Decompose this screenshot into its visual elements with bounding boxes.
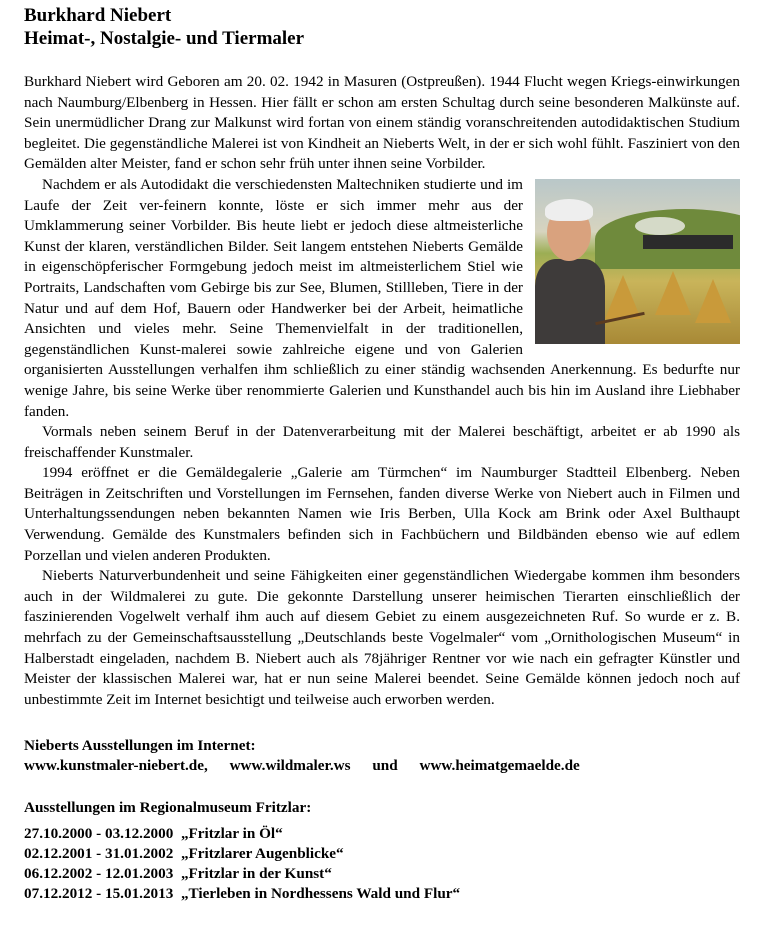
link-kunstmaler[interactable]: www.kunstmaler-niebert.de, xyxy=(24,757,208,775)
paragraph-2 xyxy=(24,175,740,422)
paragraph-2-text: Nachdem er als Autodidakt die verschiedensten Maltechniken studierte und im Laufe der Zeit ver-feinern konnte, löste er sich immer mehr aus der Umklammerung seiner Vorbilder. Bis heute liebt er jedoch diese altmeisterliche Kunst der klaren, verständlichen Bilder. Seit langem entstehen Nieberts Gemälde in eigenschöpferischer Formgebung jedoch meist im altmeisterlichem Stiel wie Portraits, Landschaften vom Gebirge bis zur See, Blumen, Stillleben, Tiere in der Natur und auf dem Hof, Bauern oder Handwerker bei der Arbeit, heimatliche Ansichten und vieles mehr. Seine Themenvielfalt in der traditionellen, gegenständlichen Kunst-malerei sowie zahlreiche eigene und von Galerien organisierten Ausstellungen verhalfen ihm schließlich zu einer ständig wachsenden Anerkennung. Es bedurfte nur wenige Jahre, bis seine Werke über renommierte Galerien und Kunsthandel auch bis hin im Ausland ihre Liebhaber fanden. xyxy=(24,175,740,420)
document-page xyxy=(24,0,740,904)
biography-text xyxy=(24,72,740,710)
exhibition-row xyxy=(24,864,740,884)
links-and: und xyxy=(372,757,398,775)
exhibition-title: „Fritzlarer Augenblicke“ xyxy=(180,845,344,863)
exhibition-title: „Fritzlar in der Kunst“ xyxy=(180,865,332,883)
artist-subtitle: Heimat-, Nostalgie- und Tiermaler xyxy=(24,28,305,49)
exhibition-dates: 27.10.2000 - 03.12.2000 xyxy=(24,825,174,843)
exhibition-dates: 02.12.2001 - 31.01.2002 xyxy=(24,845,174,863)
exhibition-list xyxy=(24,824,740,904)
museum-heading: Ausstellungen im Regionalmuseum Fritzlar: xyxy=(24,799,312,817)
exhibition-row xyxy=(24,844,740,864)
artist-photo xyxy=(535,179,740,344)
internet-links xyxy=(24,756,740,776)
paragraph-4: 1994 eröffnet er die Gemäldegalerie „Galerie am Türmchen“ im Naumburger Stadtteil Elbenberg. Neben Beiträgen in Zeitschriften und Vorstellungen im Fernsehen, fanden diverse Werke von Niebert auch in Filmen und Unterhaltungssendungen neben bekannten Namen wie Iris Berben, Ulla Kock am Brink oder Axel Bulthaupt Verwendung. Gemälde des Kunstmalers befinden sich in Fachbüchern und Bildbänden ebenso wie auf edlem Porzellan und vielen anderen Produkten. xyxy=(24,464,740,564)
exhibition-row xyxy=(24,884,740,904)
exhibition-row xyxy=(24,824,740,844)
paragraph-5: Nieberts Naturverbundenheit und seine Fähigkeiten einer gegenständlichen Wiedergabe kommen ihm besonders auch in der Wildmalerei zu gute. Die gekonnte Darstellung unserer heimischen Tierarten einschließlich der faszinierenden Vogelwelt verhalf ihm auch auf diesem Gebiet zu einem ausgezeichneten Ruf. So wurde er z. B. mehrfach zu der Gemeinschaftsausstellung „Deutschlands beste Vogelmaler“ vom „Ornithologischen Museum“ in Halberstadt eingeladen, nachdem B. Niebert auch als 78jähriger Rentner vor wie nach ein gefragter Künstler und Meister der klassischen Malerei war, hat er nun seine Malerei beendet. Seine Gemälde können jedoch noch auf unbestimmte Zeit im Internet besichtigt und teilweise auch erworben werden. xyxy=(24,567,740,708)
link-heimatgemaelde[interactable]: www.heimatgemaelde.de xyxy=(419,757,580,775)
paragraph-3: Vormals neben seinem Beruf in der Datenverarbeitung mit der Malerei beschäftigt, arbeitet er ab 1990 als freischaffender Kunstmaler. xyxy=(24,423,740,461)
artist-name: Burkhard Niebert xyxy=(24,5,172,26)
exhibition-dates: 06.12.2002 - 12.01.2003 xyxy=(24,865,174,883)
exhibition-title: „Tierleben in Nordhessens Wald und Flur“ xyxy=(180,885,461,903)
internet-heading: Nieberts Ausstellungen im Internet: xyxy=(24,737,256,755)
exhibition-title: „Fritzlar in Öl“ xyxy=(180,825,283,843)
paragraph-1: Burkhard Niebert wird Geboren am 20. 02. 1942 in Masuren (Ostpreußen). 1944 Flucht wegen Kriegs-einwirkungen nach Naumburg/Elbenberg in Hessen. Hier fällt er schon am ersten Schultag durch seine besonderen Malkünste auf. Sein unermüdlicher Drang zur Malkunst wird fortan von einem ständig voranschreitenden autodidaktischen Studium begleitet. Die gegenständliche Malerei ist von Kindheit an Nieberts Welt, in der er sich wohl fühlt. Fasziniert von den Gemälden alter Meister, fand er schon sehr früh unter ihnen seine Vorbilder. xyxy=(24,73,740,173)
exhibition-dates: 07.12.2012 - 15.01.2013 xyxy=(24,885,174,903)
link-wildmaler[interactable]: www.wildmaler.ws xyxy=(229,757,351,775)
